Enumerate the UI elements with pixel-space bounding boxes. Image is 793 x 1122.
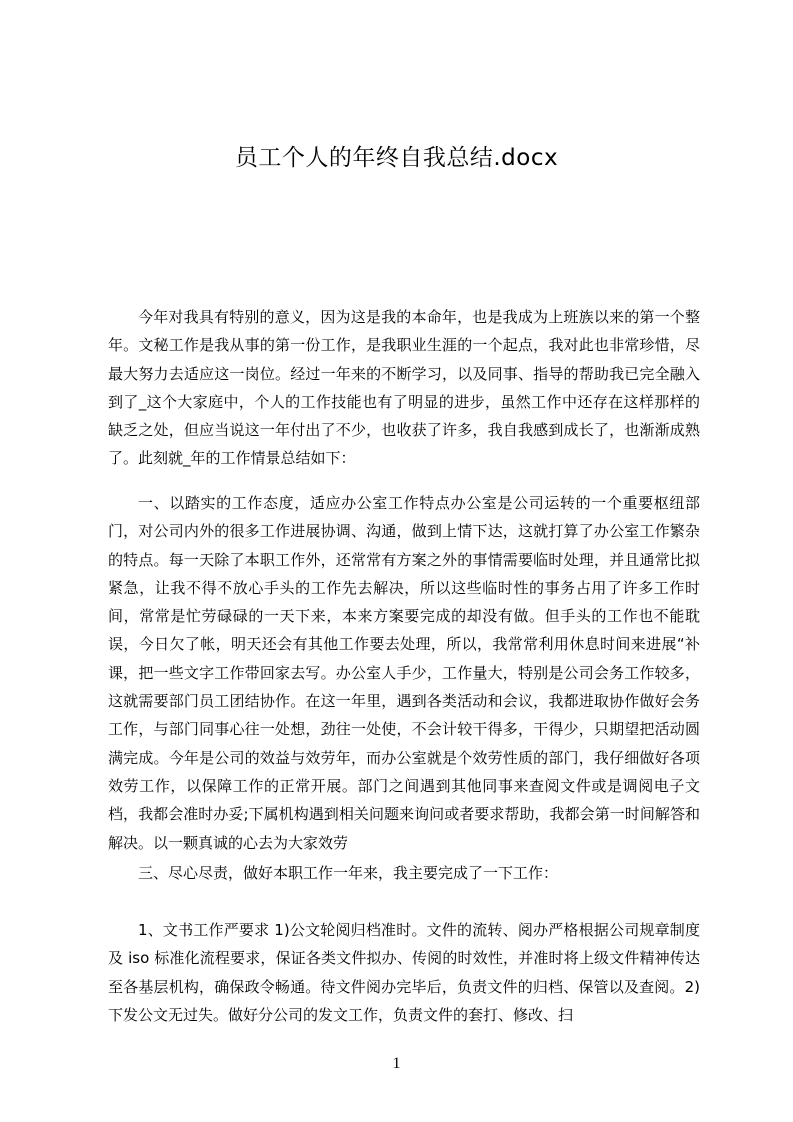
- paragraph-intro: 今年对我具有特别的意义，因为这是我的本命年，也是我成为上班族以来的第一个整年。文秘工作是我从事的第一份工作，是我职业生涯的一个起点，我对此也非常珍惜，尽最大努力去适应这一岗位。经过一年来的不断学习，以及同事、指导的帮助我已完全融入到了_这个大家庭中，个人的工作技能也有了明显的进步，虽然工作中还存在这样那样的缺乏之处，但应当说这一年付出了不少，也收获了许多，我自我感到成长了，也渐渐成熟了。此刻就_年的工作情景总结如下：: [108, 308, 700, 468]
- page-number: 1: [392, 1055, 401, 1072]
- paragraph-document-work: 1、文书工作严要求 1)公文轮阅归档准时。文件的流转、阅办严格根据公司规章制度及 iso 标准化流程要求，保证各类文件拟办、传阅的时效性，并准时将上级文件精神传达至各基层机构，确保政令畅通。待文件阅办完毕后，负责文件的归档、保管以及查阅。2)下发公文无过失。做好分公司的发文工作，负责文件的套打、修改、扫: [108, 921, 700, 1024]
- paragraph-section-three-heading: 三、尽心尽责，做好本职工作一年来，我主要完成了一下工作：: [138, 864, 559, 882]
- paragraph-section-one: 一、以踏实的工作态度，适应办公室工作特点办公室是公司运转的一个重要枢纽部门，对公司内外的很多工作进展协调、沟通，做到上情下达，这就打算了办公室工作繁杂的特点。每一天除了本职工作外，还常常有方案之外的事情需要临时处理，并且通常比拟紧急，让我不得不放心手头的工作先去解决，所以这些临时性的事务占用了许多工作时间，常常是忙劳碌碌的一天下来，本来方案要完成的却没有做。但手头的工作也不能耽误，今日欠了帐，明天还会有其他工作要去处理，所以，我常常利用休息时间来进展“补课，把一些文字工作带回家去写。办公室人手少，工作量大，特别是公司会务工作较多，这就需要部门员工团结协作。在这一年里，遇到各类活动和会议，我都进取协作做好会务工作，与部门同事心往一处想，劲往一处使，不会计较干得多，干得少，只期望把活动圆满完成。今年是公司的效益与效劳年，而办公室就是个效劳性质的部门，我仔细做好各项效劳工作，以保障工作的正常开展。部门之间遇到其他同事来查阅文件或是调阅电子文档，我都会准时办妥;下属机构遇到相关问题来询问或者要求帮助，我都会第一时间解答和解决。以一颗真诚的心去为大家效劳: [108, 494, 700, 852]
- document-title: 员工个人的年终自我总结.docx: [234, 145, 559, 171]
